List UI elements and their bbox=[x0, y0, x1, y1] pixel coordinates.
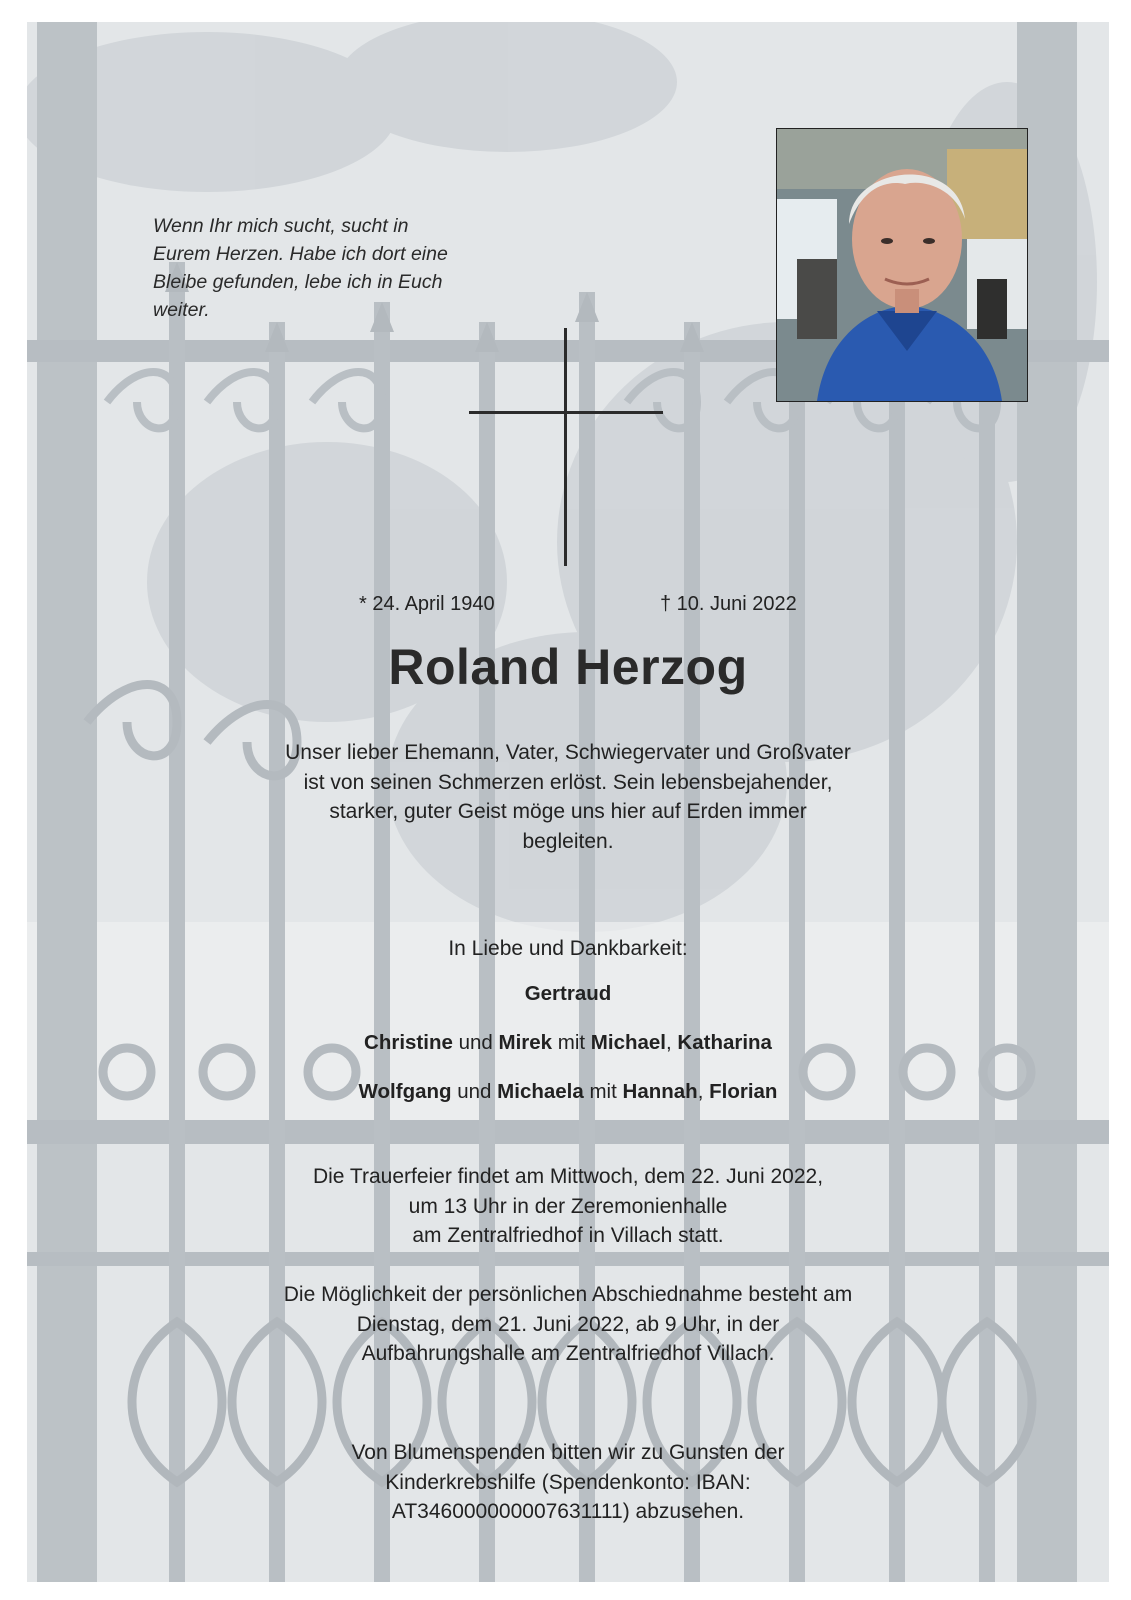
family-name: Hannah bbox=[622, 1080, 698, 1103]
tribute-line: starker, guter Geist möge uns hier auf Erden immer bbox=[329, 800, 807, 823]
viewing-line: Die Möglichkeit der persönlichen Abschiednahme besteht am bbox=[283, 1283, 853, 1306]
memorial-quote bbox=[153, 212, 477, 324]
family-conjunction: und bbox=[458, 1031, 493, 1054]
quote-line: Bleibe gefunden, lebe ich in Euch bbox=[153, 271, 443, 293]
family-name: Christine bbox=[364, 1031, 453, 1054]
cross-icon-vertical bbox=[564, 328, 567, 566]
donation-info bbox=[27, 1438, 1109, 1527]
quote-line: weiter. bbox=[153, 299, 210, 321]
thanks-heading: In Liebe und Dankbarkeit: bbox=[448, 937, 688, 960]
family-line bbox=[27, 982, 1109, 1006]
quote-line: Wenn Ihr mich sucht, sucht in bbox=[153, 215, 409, 237]
family-line bbox=[27, 1080, 1109, 1104]
family-name: Gertraud bbox=[524, 982, 612, 1005]
quote-line: Eurem Herzen. Habe ich dort eine bbox=[153, 243, 448, 265]
family-name: Michaela bbox=[497, 1080, 584, 1103]
donation-line: Kinderkrebshilfe (Spendenkonto: IBAN: bbox=[385, 1470, 751, 1494]
family-conjunction: mit bbox=[557, 1031, 586, 1054]
funeral-line: am Zentralfriedhof in Villach statt. bbox=[412, 1224, 724, 1247]
donation-line: Von Blumenspenden bitten wir zu Gunsten der bbox=[351, 1441, 785, 1464]
portrait-photo bbox=[776, 128, 1028, 402]
family-line bbox=[27, 1031, 1109, 1055]
death-date: † 10. Juni 2022 bbox=[660, 593, 797, 615]
funeral-line: Die Trauerfeier findet am Mittwoch, dem 22. Juni 2022, bbox=[312, 1165, 824, 1188]
family-name: Wolfgang bbox=[358, 1080, 452, 1103]
family-conjunction: und bbox=[457, 1080, 492, 1103]
deceased-name: Roland Herzog bbox=[388, 639, 748, 695]
tribute-text bbox=[27, 738, 1109, 856]
funeral-info bbox=[27, 1162, 1109, 1251]
tribute-line: ist von seinen Schmerzen erlöst. Sein lebensbejahender, bbox=[303, 770, 833, 794]
family-separator: , bbox=[697, 1080, 704, 1103]
birth-date: * 24. April 1940 bbox=[359, 593, 495, 615]
cross-icon-horizontal bbox=[469, 411, 663, 414]
viewing-line: Dienstag, dem 21. Juni 2022, ab 9 Uhr, in der bbox=[356, 1312, 780, 1336]
family-separator: , bbox=[666, 1031, 672, 1054]
tribute-line: Unser lieber Ehemann, Vater, Schwiegervater und Großvater bbox=[285, 741, 851, 764]
obituary-card bbox=[27, 22, 1109, 1582]
donation-line: AT346000000007631111) abzusehen. bbox=[391, 1500, 745, 1523]
family-name: Michael bbox=[590, 1031, 666, 1054]
tribute-line: begleiten. bbox=[522, 829, 614, 853]
family-name: Mirek bbox=[498, 1031, 553, 1054]
funeral-line: um 13 Uhr in der Zeremonienhalle bbox=[408, 1194, 728, 1218]
family-conjunction: mit bbox=[589, 1080, 617, 1103]
family-name: Katharina bbox=[677, 1031, 772, 1054]
viewing-info bbox=[27, 1280, 1109, 1369]
family-name: Florian bbox=[709, 1080, 778, 1103]
viewing-line: Aufbahrungshalle am Zentralfriedhof Villach. bbox=[361, 1342, 775, 1365]
